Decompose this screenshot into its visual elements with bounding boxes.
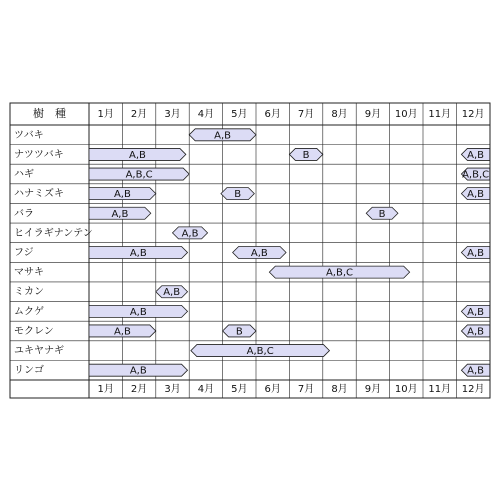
period-label: A,B,C bbox=[246, 346, 274, 358]
species-name: マサキ bbox=[14, 267, 44, 279]
month-label-top: 4月 bbox=[197, 109, 215, 120]
period-label: A,B bbox=[467, 365, 485, 377]
month-label-bottom: 1月 bbox=[97, 384, 114, 395]
species-column-header: 樹 種 bbox=[33, 107, 66, 120]
month-label-bottom: 2月 bbox=[130, 384, 148, 395]
species-name: モクレン bbox=[14, 325, 54, 337]
month-label-top: 6月 bbox=[264, 109, 281, 120]
species-name: フジ bbox=[14, 247, 34, 259]
period-label: A,B bbox=[111, 208, 129, 220]
period-label: A,B,C bbox=[125, 169, 153, 181]
species-name: ナツツバキ bbox=[14, 149, 64, 161]
species-name: ハナミズキ bbox=[14, 188, 64, 200]
month-label-top: 11月 bbox=[428, 109, 452, 120]
species-name: バラ bbox=[14, 208, 34, 220]
month-label-bottom: 12月 bbox=[461, 384, 485, 395]
species-name: ヒイラギナンテン bbox=[14, 227, 93, 239]
period-label: B bbox=[302, 149, 310, 161]
period-label: A,B bbox=[467, 326, 485, 338]
month-label-bottom: 7月 bbox=[297, 384, 315, 395]
month-label-top: 10月 bbox=[394, 109, 418, 120]
month-label-top: 8月 bbox=[331, 109, 348, 120]
period-label: A,B bbox=[129, 248, 147, 259]
period-label: A,B bbox=[467, 248, 485, 259]
month-label-bottom: 5月 bbox=[231, 384, 248, 395]
period-label: A,B bbox=[214, 130, 232, 142]
period-label: B bbox=[235, 326, 243, 338]
month-label-bottom: 4月 bbox=[197, 384, 215, 395]
period-label: B bbox=[378, 208, 386, 220]
month-label-bottom: 3月 bbox=[164, 384, 181, 395]
species-name: ムクゲ bbox=[14, 306, 44, 318]
period-label: A,B,C bbox=[325, 267, 354, 279]
period-label: A,B bbox=[129, 365, 147, 377]
month-label-top: 2月 bbox=[130, 109, 148, 120]
period-label: A,B bbox=[128, 149, 146, 161]
species-name: ユキヤナギ bbox=[14, 345, 64, 357]
month-label-top: 9月 bbox=[364, 109, 382, 120]
period-label: A,B bbox=[467, 189, 485, 201]
period-label: A,B bbox=[181, 228, 199, 240]
species-name: ハギ bbox=[14, 169, 34, 181]
period-label: A,B bbox=[467, 306, 485, 318]
month-label-top: 12月 bbox=[461, 109, 485, 120]
period-label: A,B bbox=[129, 306, 147, 318]
period-label: A,B bbox=[113, 326, 131, 338]
species-name: ミカン bbox=[14, 286, 44, 298]
month-label-bottom: 11月 bbox=[428, 384, 452, 395]
month-label-top: 5月 bbox=[231, 109, 248, 120]
month-label-bottom: 8月 bbox=[331, 384, 348, 395]
month-label-bottom: 10月 bbox=[394, 384, 418, 395]
species-name: ツバキ bbox=[14, 129, 44, 141]
month-label-bottom: 9月 bbox=[364, 384, 382, 395]
period-label: A,B bbox=[250, 248, 268, 259]
month-label-bottom: 6月 bbox=[264, 384, 281, 395]
period-label: B bbox=[234, 189, 242, 201]
month-label-top: 7月 bbox=[297, 109, 315, 120]
period-label: A,B bbox=[467, 149, 485, 161]
month-label-top: 3月 bbox=[164, 109, 181, 120]
period-label: A,B bbox=[113, 189, 131, 201]
month-label-top: 1月 bbox=[97, 109, 114, 120]
species-name: リンゴ bbox=[14, 365, 44, 377]
period-label: A,B,C bbox=[462, 169, 490, 181]
period-label: A,B bbox=[163, 287, 181, 299]
